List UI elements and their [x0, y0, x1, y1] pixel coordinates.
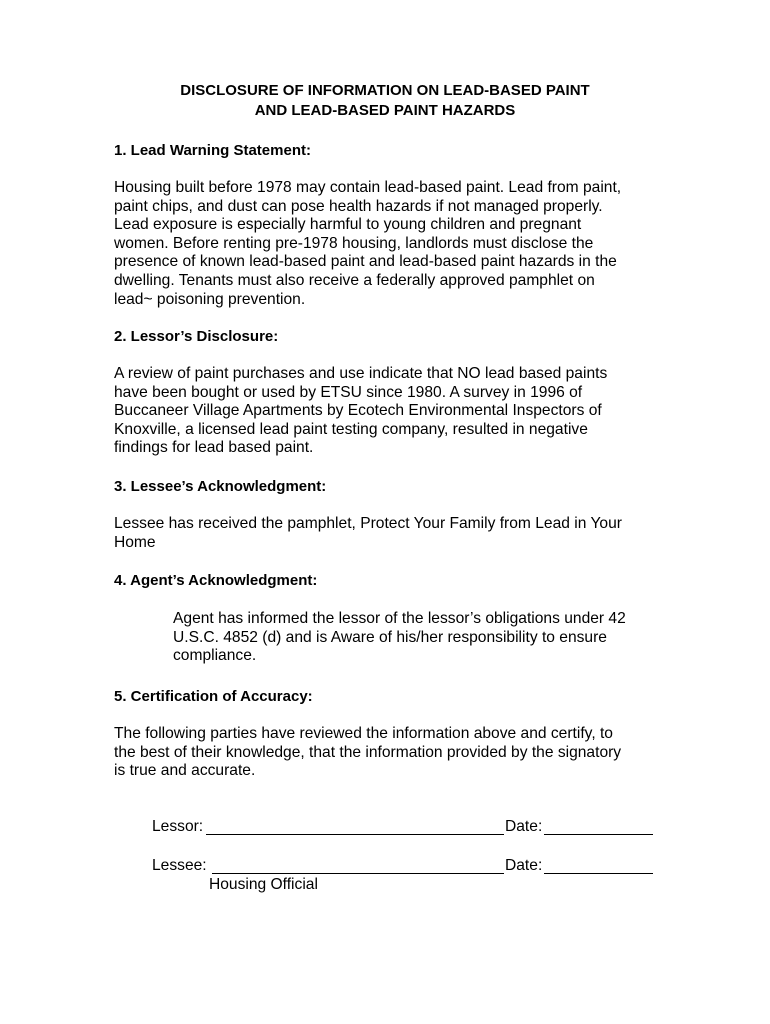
lessor-signature-line[interactable]	[206, 834, 504, 835]
text-line: lead~ poisoning prevention.	[114, 290, 306, 308]
text-line: U.S.C. 4852 (d) and is Aware of his/her responsibility to ensure	[173, 628, 607, 646]
text-line: paint chips, and dust can pose health hazards if not managed properly.	[114, 197, 603, 215]
lessees-acknowledgment-text	[114, 515, 674, 552]
text-line: women. Before renting pre-1978 housing, landlords must disclose the	[114, 234, 594, 252]
text-line: Agent has informed the lessor of the lessor’s obligations under 42	[173, 610, 626, 627]
text-line: is true and accurate.	[114, 762, 256, 780]
text-line: the best of their knowledge, that the information provided by the signatory	[114, 743, 622, 761]
text-line: compliance.	[173, 647, 257, 665]
text-line: Housing built before 1978 may contain lead-based paint. Lead from paint,	[114, 179, 622, 196]
lessee-signature-line[interactable]	[212, 873, 504, 874]
text-line: Lessee has received the pamphlet, Protect Your Family from Lead in Your	[114, 515, 622, 532]
lessor-date-label: Date:	[505, 818, 543, 835]
section-heading-certification-of-accuracy: 5. Certification of Accuracy:	[114, 688, 313, 705]
text-line: dwelling. Tenants must also receive a federally approved pamphlet on	[114, 271, 595, 289]
lead-warning-statement-text	[114, 179, 674, 309]
section-heading-lead-warning: 1. Lead Warning Statement:	[114, 142, 311, 159]
certification-of-accuracy-text	[114, 725, 674, 781]
text-line: Lead exposure is especially harmful to young children and pregnant	[114, 216, 582, 234]
lessee-date-line[interactable]	[544, 873, 653, 874]
document-title-line-1: DISCLOSURE OF INFORMATION ON LEAD-BASED PAINT	[180, 82, 590, 99]
lessee-date-label: Date:	[505, 857, 543, 874]
text-line: have been bought or used by ETSU since 1980. A survey in 1996 of	[114, 383, 583, 401]
agents-acknowledgment-text	[173, 610, 673, 666]
text-line: A review of paint purchases and use indicate that NO lead based paints	[114, 365, 608, 382]
lessor-label: Lessor:	[152, 818, 204, 835]
section-heading-lessees-acknowledgment: 3. Lessee’s Acknowledgment:	[114, 478, 327, 495]
section-heading-agents-acknowledgment: 4. Agent’s Acknowledgment:	[114, 572, 318, 589]
housing-official-label: Housing Official	[209, 876, 318, 893]
lessor-date-line[interactable]	[544, 834, 653, 835]
text-line: findings for lead based paint.	[114, 439, 314, 457]
text-line: Buccaneer Village Apartments by Ecotech Environmental Inspectors of	[114, 402, 602, 420]
text-line: Home	[114, 533, 156, 551]
lessee-label: Lessee:	[152, 857, 207, 874]
lessors-disclosure-text	[114, 365, 674, 458]
section-heading-lessors-disclosure: 2. Lessor’s Disclosure:	[114, 328, 279, 345]
text-line: Knoxville, a licensed lead paint testing company, resulted in negative	[114, 420, 588, 438]
text-line: presence of known lead-based paint and lead-based paint hazards in the	[114, 253, 617, 271]
document-title-line-2: AND LEAD-BASED PAINT HAZARDS	[254, 102, 516, 119]
text-line: The following parties have reviewed the information above and certify, to	[114, 725, 613, 742]
